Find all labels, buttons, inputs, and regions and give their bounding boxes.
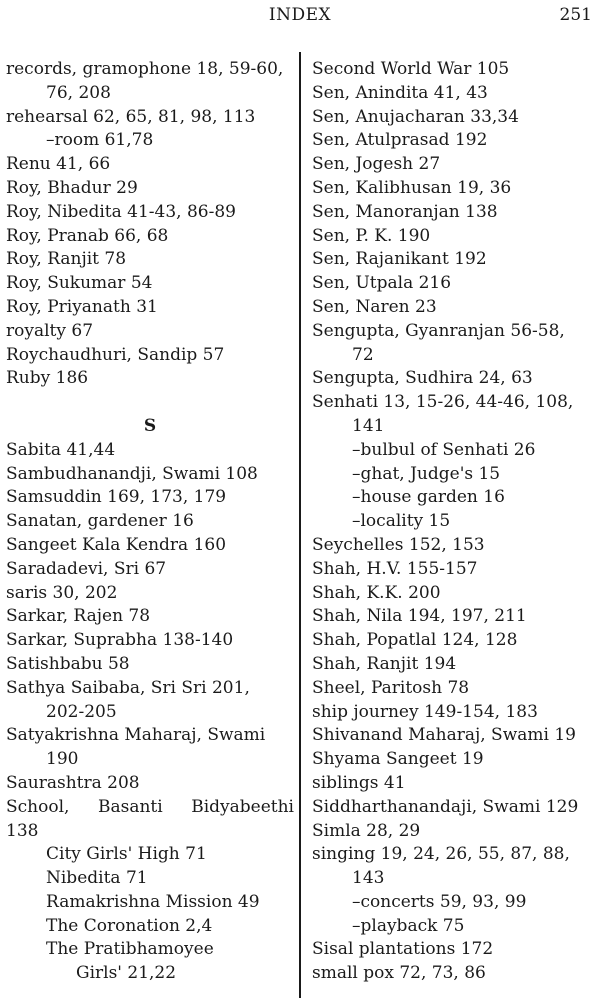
- index-subentry: The Pratibhamoyee: [46, 939, 214, 960]
- index-entry: Sen, Jogesh 27: [312, 154, 441, 175]
- index-entry: Sen, Naren 23: [312, 296, 437, 317]
- index-entry: Sisal plantations 172: [312, 939, 494, 960]
- index-entry: records, gramophone 18, 59-60,: [6, 59, 284, 79]
- index-entry: Sanatan, gardener 16: [6, 511, 194, 532]
- index-entry: Roy, Priyanath 31: [6, 296, 158, 317]
- index-subentry: City Girls' High 71: [46, 844, 207, 865]
- index-entry: Shah, K.K. 200: [312, 582, 441, 603]
- index-column-left: [6, 58, 294, 986]
- index-subentry: –playback 75: [352, 915, 465, 936]
- index-entry: Roy, Bhadur 29: [6, 177, 138, 198]
- index-entry: 138: [6, 820, 39, 841]
- index-entry: siblings 41: [312, 772, 406, 793]
- index-entry: Siddharthanandaji, Swami 129: [312, 796, 579, 817]
- index-entry: Shivanand Maharaj, Swami 19: [312, 725, 576, 746]
- index-entry: Roychaudhuri, Sandip 57: [6, 344, 225, 365]
- index-entry: Sen, Atulprasad 192: [312, 130, 488, 151]
- index-subentry: 202-205: [46, 701, 117, 722]
- index-subentry: Girls' 21,22: [76, 963, 177, 984]
- index-entry: Shah, Nila 194, 197, 211: [312, 606, 527, 627]
- index-subentry: 190: [46, 749, 79, 770]
- index-entry: Senhati 13, 15-26, 44-46, 108,: [312, 392, 574, 413]
- index-entry: Satishbabu 58: [6, 653, 130, 674]
- index-entry: Sen, Utpala 216: [312, 273, 452, 294]
- index-entry: Roy, Nibedita 41-43, 86-89: [6, 201, 236, 222]
- index-entry: Shyama Sangeet 19: [312, 749, 484, 770]
- index-subentry: The Coronation 2,4: [46, 915, 213, 936]
- index-subentry: –concerts 59, 93, 99: [352, 891, 527, 912]
- index-entry: Renu 41, 66: [6, 154, 111, 175]
- index-entry: singing 19, 24, 26, 55, 87, 88,: [312, 844, 570, 865]
- index-entry: School, Basanti Bidyabeethi: [6, 796, 294, 817]
- index-entry: Ruby 186: [6, 368, 89, 389]
- index-entry: Sen, Anujacharan 33,34: [312, 106, 519, 127]
- index-entry: Sen, P. K. 190: [312, 225, 431, 246]
- index-entry: Roy, Pranab 66, 68: [6, 225, 169, 246]
- index-subentry: –locality 15: [352, 511, 451, 532]
- index-entry: Sarkar, Rajen 78: [6, 606, 151, 627]
- index-column-right: [312, 58, 598, 986]
- index-subentry: 143: [352, 868, 385, 889]
- index-entry: Satyakrishna Maharaj, Swami: [6, 725, 266, 746]
- index-subentry: 141: [352, 415, 385, 436]
- index-entry: Sen, Manoranjan 138: [312, 201, 498, 222]
- index-entry: Roy, Ranjit 78: [6, 249, 127, 270]
- index-entry: Sengupta, Sudhira 24, 63: [312, 368, 533, 389]
- index-entry: Sathya Saibaba, Sri Sri 201,: [6, 677, 250, 698]
- index-entry: Sabita 41,44: [6, 439, 116, 460]
- index-entry: Shah, Popatlal 124, 128: [312, 630, 518, 651]
- index-subentry: –room 61,78: [46, 130, 154, 151]
- blank-line: [6, 391, 294, 415]
- index-entry: Shah, H.V. 155-157: [312, 558, 478, 579]
- index-entry: small pox 72, 73, 86: [312, 963, 486, 984]
- index-subentry: 76, 208: [46, 82, 111, 103]
- index-entry: ship journey 149-154, 183: [312, 701, 538, 722]
- page-title: INDEX: [268, 5, 332, 25]
- index-entry: Sangeet Kala Kendra 160: [6, 534, 227, 555]
- index-entry: Sarkar, Suprabha 138-140: [6, 630, 234, 651]
- index-subentry: –house garden 16: [352, 487, 505, 508]
- index-entry: royalty 67: [6, 320, 94, 341]
- index-subentry: Nibedita 71: [46, 868, 148, 889]
- index-subentry: Ramakrishna Mission 49: [46, 891, 260, 912]
- index-entry: Sen, Kalibhusan 19, 36: [312, 177, 512, 198]
- index-entry: rehearsal 62, 65, 81, 98, 113: [6, 106, 256, 127]
- index-entry: saris 30, 202: [6, 582, 118, 603]
- index-subentry: –ghat, Judge's 15: [352, 463, 501, 484]
- index-entry: Simla 28, 29: [312, 820, 421, 841]
- index-entry: Sengupta, Gyanranjan 56-58,: [312, 320, 565, 341]
- index-entry: Samsuddin 169, 173, 179: [6, 487, 227, 508]
- index-subentry: –bulbul of Senhati 26: [352, 439, 536, 460]
- index-entry: Second World War 105: [312, 59, 510, 79]
- index-entry: Saradadevi, Sri 67: [6, 558, 167, 579]
- index-entry: Sen, Rajanikant 192: [312, 249, 487, 270]
- index-entry: Sheel, Paritosh 78: [312, 677, 470, 698]
- section-heading: S: [143, 415, 157, 436]
- column-divider: [299, 52, 301, 998]
- index-entry: Shah, Ranjit 194: [312, 653, 457, 674]
- page-header: [0, 5, 600, 29]
- index-entry: Sambudhanandji, Swami 108: [6, 463, 258, 484]
- index-subentry: 72: [352, 344, 374, 365]
- index-entry: Seychelles 152, 153: [312, 534, 485, 555]
- index-entry: Roy, Sukumar 54: [6, 273, 153, 294]
- index-entry: Saurashtra 208: [6, 772, 140, 793]
- page-number: 251: [559, 5, 592, 25]
- index-entry: Sen, Anindita 41, 43: [312, 82, 488, 103]
